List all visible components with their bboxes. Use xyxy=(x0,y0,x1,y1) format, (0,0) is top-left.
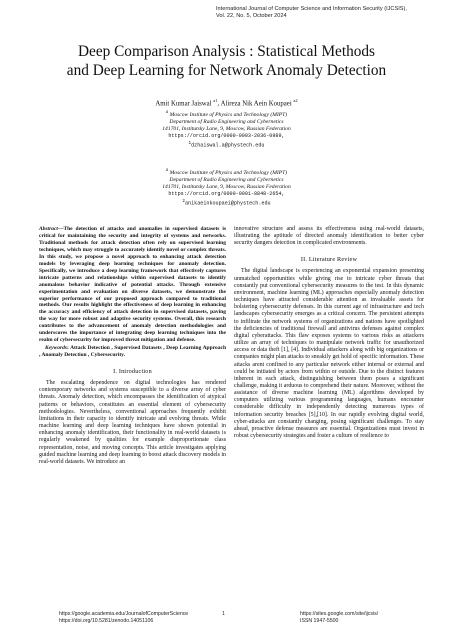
footer-academia-link[interactable]: https://google.academia.edu/JournalofComputerScience xyxy=(59,611,189,617)
affiliation-1 xyxy=(60,109,393,150)
abstract xyxy=(39,226,226,344)
author-mark: a2 xyxy=(293,98,298,103)
postal-address: 141701, Institutsky Lane, 9, Moscow, Russian Federation xyxy=(162,184,291,191)
introduction-paragraph-continued: innovative structure and assess its effectiveness using real-world datasets, illustrating the aptitude of directed anomaly identification to better cyber security dangers detection in complicated environments. xyxy=(234,226,424,247)
literature-review-paragraph: The digital landscape is experiencing an exponential expansion presenting unmatched opportunities while giving rise to intricate cyber threats that constantly put conventional cybersecurity measures to the test. In this dynamic environment, machine learning (ML) approaches especially anomaly detection techniques have attracted considerable attention as invaluable assets for bolstering cybersecurity defenses. In this current age of infrastructure and tech landscapes cybersecurity emerges as a critical concern. The persistent attempts to infiltrate the network systems of organizations and nations have spotlighted the deficiencies of traditional firewall and antivirus defenses against complex digital cyberattacks. This flaw exposes systems to various risks as attackers utilize an array of techniques to manipulate network traffic for unauthorized access or data theft [1], [4]. Individual attackers along with big organizations or companies might plan attacks to sneakily get hold of specific information. These attacks arent confined to any particular network either internal or external and could be initiated by actors from within or outside. Due to the distinct features inherent in each attack, distinguishing between them poses a significant challenge, making it arduous to comprehend their nature. Moreover, without the assistance of diverse machine learning (ML) algorithms developed by computers utilizing various programming languages, humans encounter considerable difficulty in independently detecting numerous types of information security breaches [5],[10]. In our rapidly evolving digital world, cyber-attacks are constantly changing, posing significant challenges. To stay ahead, proactive defense measures are essential. Organizations must invest in robust cybersecurity strategies and foster a culture of resilience to xyxy=(234,268,424,440)
title-line-1: Deep Comparison Analysis : Statistical Methods xyxy=(78,43,375,60)
keywords-label: Keywords xyxy=(45,345,67,352)
affiliation-mark: a xyxy=(165,110,169,115)
author-mark: a1 xyxy=(213,98,218,103)
institute-name: Moscow Institute of Physics and Technology (MIPT) xyxy=(169,111,288,118)
right-column xyxy=(234,226,424,440)
email-mark: 2 xyxy=(182,199,185,205)
introduction-paragraph: The escalating dependence on digital technologies has rendered contemporary networks and systems susceptible to a diverse array of cyber threats. Anomaly detection, which encompasses the identification of atypical patterns or behaviors, constitutes an essential element of cybersecurity methodologies. Nevertheless, conventional approaches frequently exhibit limitations in their capacity to identify intricate and evolving threats. While machine learning and deep learning techniques have shown potential in enhancing anomaly identification, their functionality in real-world datasets is regularly weakened by qualities for example disproportionate class representation, noise, and moving concepts. This article investigates applying guided machine learning and deep learning to boost attack discovery models in real-world datasets. We introduce an xyxy=(39,380,226,465)
abstract-text: —The detection of attacks and anomalies in supervised datasets is critical for maintaining the security and integrity of systems and networks. Traditional methods for attack detection often rely on supervised learning techniques, which may struggle to accurately identify novel or complex threats. In this study, we propose a novel approach to enhancing attack detection models by leveraging deep learning techniques for anomaly detection. Specifically, we introduce a deep learning framework that effectively captures intricate patterns and relationships within supervised datasets to identify anomalous behavior indicative of potential attacks. Through extensive experimentation and evaluation on diverse datasets, we demonstrate the superior performance of our proposed approach compared to traditional methods. Our results highlight the effectiveness of deep learning in enhancing the accuracy and efficiency of attack detection in supervised datasets, paving the way for more robust and adaptive security systems. Overall, this research contributes to the advancement of anomaly detection methodologies and underscores the importance of integrating deep learning techniques into the realm of cybersecurity for improved threat mitigation and defense. xyxy=(39,226,226,344)
abstract-label: Abstract xyxy=(39,226,58,232)
orcid-link[interactable]: https://orcid.org/0000-0001-8848-2654, xyxy=(168,191,285,198)
footer-doi-link[interactable]: https://doi.org/10.5281/zenodo.14051106 xyxy=(59,618,154,624)
title-line-2: and Deep Learning for Network Anomaly Detection xyxy=(66,62,387,79)
email-mark: 1 xyxy=(188,141,192,147)
author-separator: , xyxy=(217,100,221,108)
footer-site-link[interactable]: https://sites.google.com/site/ijcsis/ xyxy=(300,611,379,617)
author-list xyxy=(20,96,433,108)
keywords-text: : Attack Detection , Supervised Datasets , Deep Learning Approach , Anomaly Detection , Cybersecurity. xyxy=(39,345,226,359)
email-link[interactable]: dzhaiswal.a@phystech.edu xyxy=(191,142,265,149)
section-heading-literature-review: II. Literature Review xyxy=(300,256,358,264)
keywords xyxy=(39,345,226,359)
email-link[interactable]: anikaeinkoupaei@phystech.edu xyxy=(184,200,271,207)
paper-title xyxy=(20,42,433,80)
footer-issn: ISSN 1947-5500 xyxy=(300,618,339,624)
footer-left xyxy=(59,611,188,625)
postal-address: 141701, Institutsky Lane, 9, Moscow, Russian Federation xyxy=(162,126,291,133)
left-column xyxy=(39,226,226,466)
section-heading-introduction: I. Introduction xyxy=(113,368,152,376)
author-name: Amit Kumar Jaiswal xyxy=(155,100,212,108)
journal-header xyxy=(216,6,446,20)
footer-right xyxy=(300,611,378,625)
institute-name: Moscow Institute of Physics and Technology (MIPT) xyxy=(169,169,288,176)
affiliation-2 xyxy=(60,167,393,208)
department-name: Department of Radio Engineering and Cybernetics xyxy=(169,118,284,125)
orcid-link[interactable]: https://orcid.org/0000-0003-2036-0989, xyxy=(168,133,285,140)
journal-volume: Vol. 22, No. 5, October 2024 xyxy=(216,13,287,20)
author-name: Alireza Nik Aein Koupaei xyxy=(220,100,292,108)
department-name: Department of Radio Engineering and Cybernetics xyxy=(169,176,284,183)
affiliation-mark: a xyxy=(165,168,169,173)
journal-name: International Journal of Computer Science and Information Security (IJCSIS), xyxy=(216,6,407,12)
page-number: 1 xyxy=(222,611,225,617)
